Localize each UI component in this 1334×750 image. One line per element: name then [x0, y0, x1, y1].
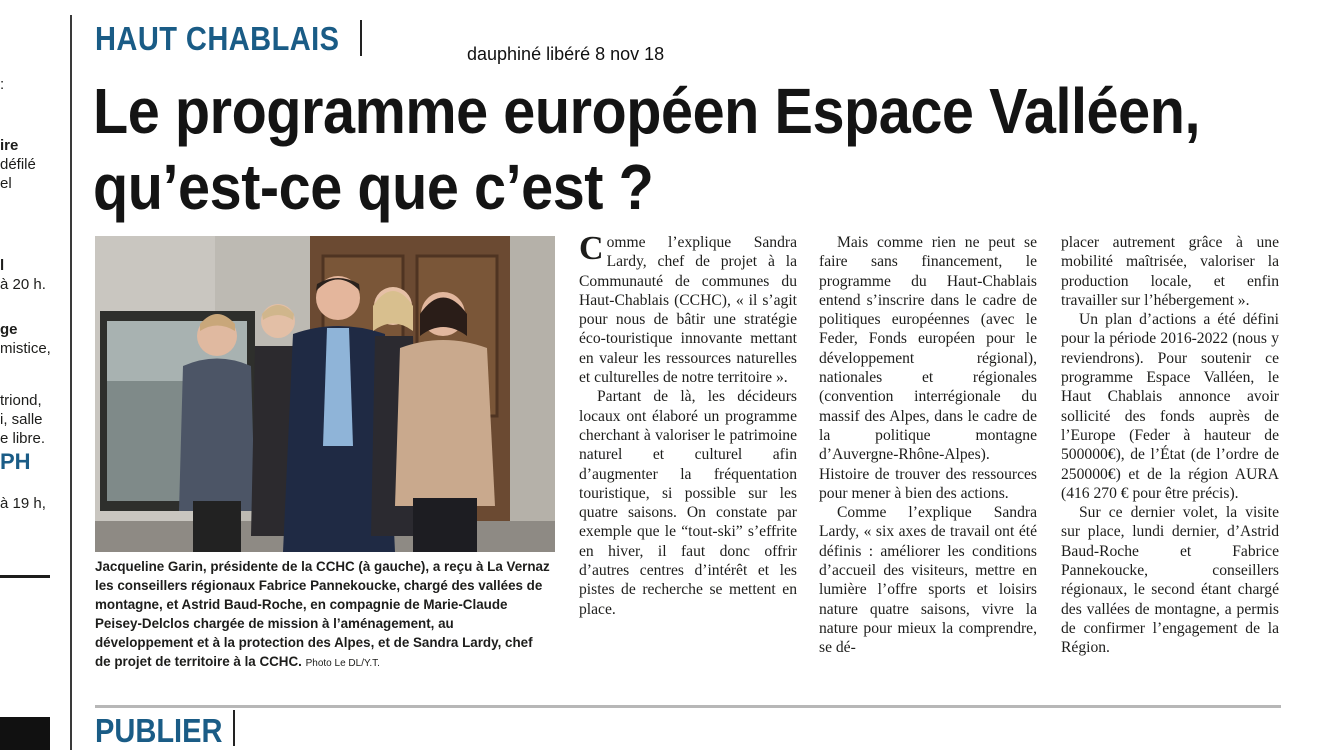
- adjacent-fragment: :: [0, 76, 5, 93]
- paragraph-text: Mais comme rien ne peut se faire sans financement, le programme du Haut-Chablais entend s’inscrire dans le cadre de politiques européennes (avec le Feder, Fonds européen pour le développement régional), nationales et régionales (convention interrégionale du massif des Alpes, dans le cadre de la politique montagne d’Auvergne-Rhône-Alpes). Histoire de trouver des ressources pour mener à bien des actions.: [819, 234, 1037, 502]
- adjacent-fragment: à 19 h,: [0, 495, 46, 512]
- paragraph-text: Sur ce dernier volet, la visite sur place, lundi dernier, d’Astrid Baud-Roche et Fabrice Pannekoucke, conseillers régionaux, le second étant chargé des vallées de montagne, a permis de confirmer l’engagement de la Région.: [1061, 504, 1279, 657]
- article-paragraph: [1061, 233, 1279, 310]
- adjacent-fragment: ge: [0, 321, 18, 338]
- section-rule: [95, 705, 1281, 708]
- adjacent-fragment: défilé: [0, 156, 36, 173]
- adjacent-column-fragments: [0, 0, 60, 750]
- adjacent-fragment: l: [0, 257, 5, 274]
- next-section-separator: [233, 710, 235, 746]
- drop-cap: C: [579, 230, 604, 267]
- photo-credit: Photo Le DL/Y.T.: [305, 658, 380, 669]
- source-annotation: dauphiné libéré 8 nov 18: [467, 44, 665, 64]
- article-column-1: [579, 230, 797, 619]
- article-paragraph: [819, 233, 1037, 503]
- paragraph-text: placer autrement grâce à une mobilité maîtrisée, valoriser la production locale, et enfin travailler sur l’hébergement ».: [1061, 234, 1279, 309]
- photo-caption: [95, 557, 551, 673]
- section-rubric: HAUT CHABLAIS: [95, 20, 340, 57]
- caption-text: Jacqueline Garin, présidente de la CCHC (à gauche), a reçu à La Vernaz les conseillers régionaux Fabrice Pannekoucke, chargé des vallées de montagne, et Astrid Baud-Roche, en compagnie de Marie-Claude Peisey-Delclos chargée de mission à l’aménagement, au développement et à la protection des Alpes, et de Sandra Lardy, chef de projet de territoire à la CCHC.: [95, 559, 550, 669]
- adjacent-fragment: à 20 h.: [0, 276, 46, 293]
- adjacent-fragment: el: [0, 175, 12, 192]
- article-paragraph: [579, 387, 797, 619]
- column-divider: [70, 15, 72, 750]
- adjacent-column-black-block: [0, 717, 50, 750]
- paragraph-text: omme l’explique Sandra Lardy, chef de projet à la Communauté de communes du Haut-Chablais (CCHC), « il s’agit pour nous de bâtir une stratégie éco-touristique innovante mettant en valeur les ressources naturelles et culturelles de notre territoire ».: [579, 234, 797, 387]
- article-photo: [95, 236, 555, 552]
- article-paragraph: [1061, 310, 1279, 503]
- article-paragraph: [819, 503, 1037, 657]
- adjacent-fragment: i, salle: [0, 411, 43, 428]
- next-section-rubric: PUBLIER: [95, 712, 223, 749]
- article-column-2: [819, 233, 1037, 658]
- rubric-separator: [360, 20, 362, 56]
- article-paragraph: [579, 230, 797, 387]
- paragraph-text: Partant de là, les décideurs locaux ont élaboré un programme cherchant à valoriser le patrimoine naturel et culturel afin d’augmenter la fréquentation touristique, si possible sur les quatre saisons. On constate par exemple que le “tout-ski” s’effrite en hiver, il faut donc offrir d’autres centres d’intérêt et les pistes de recherche se mettent en place.: [579, 388, 797, 618]
- article-headline: Le programme européen Espace Valléen, qu’est-ce que c’est ?: [93, 75, 1200, 223]
- adjacent-column-rule: [0, 575, 50, 578]
- adjacent-fragment: e libre.: [0, 430, 46, 447]
- adjacent-fragment: ire: [0, 137, 19, 154]
- article-column-3: [1061, 233, 1279, 658]
- group-photo-illustration: [95, 236, 555, 552]
- adjacent-fragment: mistice,: [0, 340, 51, 357]
- adjacent-fragment: PH: [0, 449, 31, 474]
- paragraph-text: Comme l’explique Sandra Lardy, « six axes de travail ont été définis : améliorer les conditions d’accueil des visiteurs, mettre en lumière l’offre sports et loisirs nature quatre saisons, vivre la nature pour mieux la comprendre, se dé-: [819, 504, 1037, 657]
- adjacent-fragment: triond,: [0, 392, 42, 409]
- paragraph-text: Un plan d’actions a été défini pour la période 2016-2022 (nous y reviendrons). Pour soutenir ce programme Espace Valléen, le Haut Chablais annonce avoir sollicité des fonds auprès de l’Europe (Feder à hauteur de 500000€), de l’État (de l’ordre de 250000€) et de la région AURA (416 270 € pour être précis).: [1061, 311, 1279, 502]
- article-paragraph: [1061, 503, 1279, 657]
